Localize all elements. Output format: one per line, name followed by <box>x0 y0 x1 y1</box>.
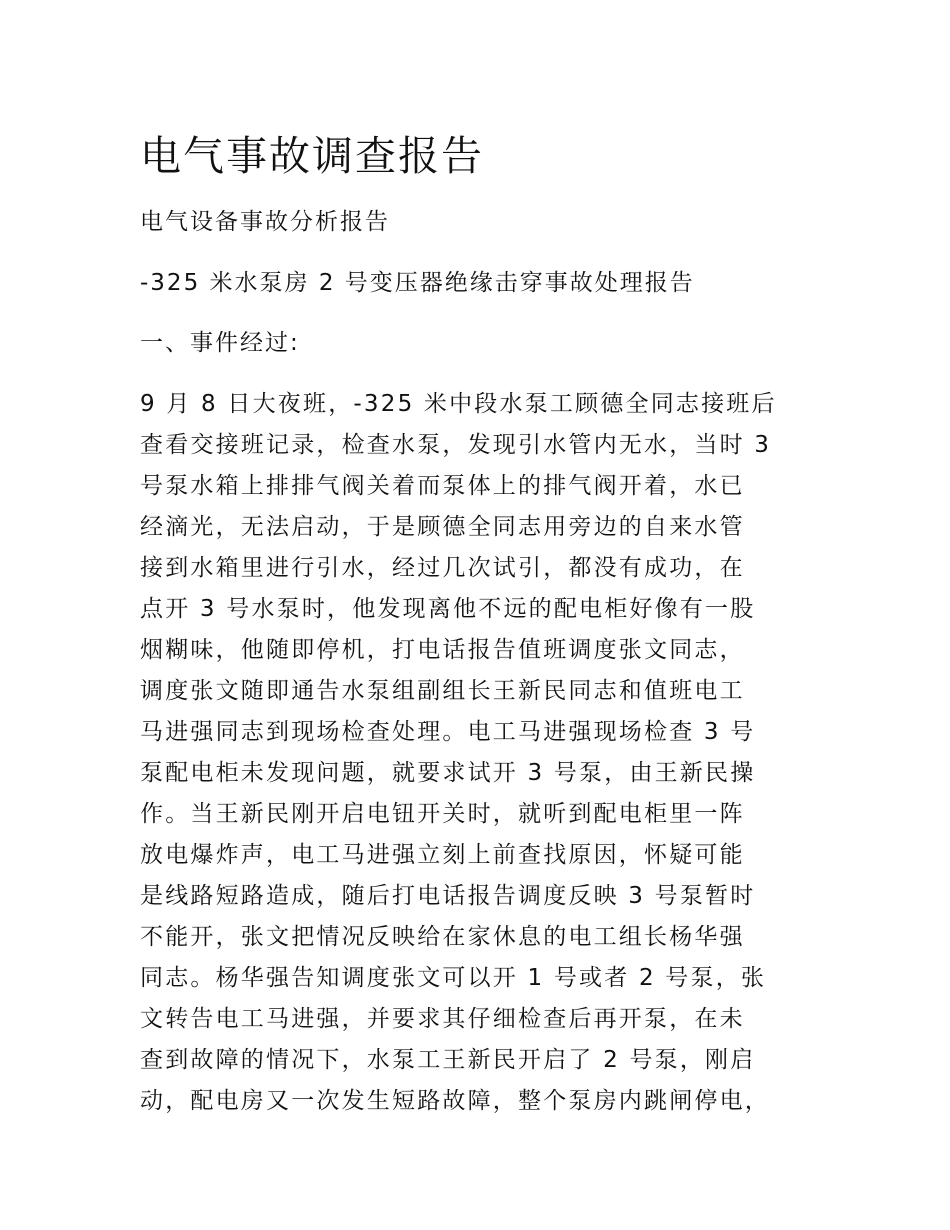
body-line: 同志。杨华强告知调度张文可以开 1 号或者 2 号泵，张 <box>140 965 767 991</box>
body-line: 是线路短路造成，随后打电话报告调度反映 3 号泵暂时 <box>140 883 756 909</box>
document-subtitle: 电气设备事故分析报告 <box>140 209 390 235</box>
body-line: 烟糊味，他随即停机，打电话报告值班调度张文同志， <box>140 637 745 663</box>
body-line: 文转告电工马进强，并要求其仔细检查后再开泵，在未 <box>140 1006 745 1032</box>
section-heading: 一、事件经过: <box>140 330 300 356</box>
body-line: 放电爆炸声，电工马进强立刻上前查找原因，怀疑可能 <box>140 842 745 868</box>
body-line: 泵配电柜未发现问题，就要求试开 3 号泵，由王新民操 <box>140 760 756 786</box>
body-line: 动，配电房又一次发生短路故障，整个泵房内跳闸停电， <box>140 1088 770 1114</box>
body-line: 查看交接班记录，检查水泵，发现引水管内无水，当时 3 <box>140 432 772 458</box>
body-line: 调度张文随即通告水泵组副组长王新民同志和值班电工 <box>140 678 745 704</box>
document-title: 电气事故调查报告 <box>140 132 484 180</box>
body-line: 接到水箱里进行引水，经过几次试引，都没有成功，在 <box>140 555 745 581</box>
body-line: 马进强同志到现场检查处理。电工马进强现场检查 3 号 <box>140 719 756 745</box>
body-line: 号泵水箱上排排气阀关着而泵体上的排气阀开着，水已 <box>140 473 745 499</box>
body-line: 作。当王新民刚开启电钮开关时，就听到配电柜里一阵 <box>140 801 745 827</box>
body-line: 9 月 8 日大夜班，-325 米中段水泵工顾德全同志接班后 <box>140 391 777 417</box>
body-line: 点开 3 号水泵时，他发现离他不远的配电柜好像有一股 <box>140 596 756 622</box>
body-line: 不能开，张文把情况反映给在家休息的电工组长杨华强 <box>140 924 745 950</box>
body-line: 查到故障的情况下，水泵工王新民开启了 2 号泵，刚启 <box>140 1047 756 1073</box>
body-line: 经滴光，无法启动，于是顾德全同志用旁边的自来水管 <box>140 514 745 540</box>
report-title: -325 米水泵房 2 号变压器绝缘击穿事故处理报告 <box>140 270 695 296</box>
body-paragraph <box>140 384 820 1122</box>
